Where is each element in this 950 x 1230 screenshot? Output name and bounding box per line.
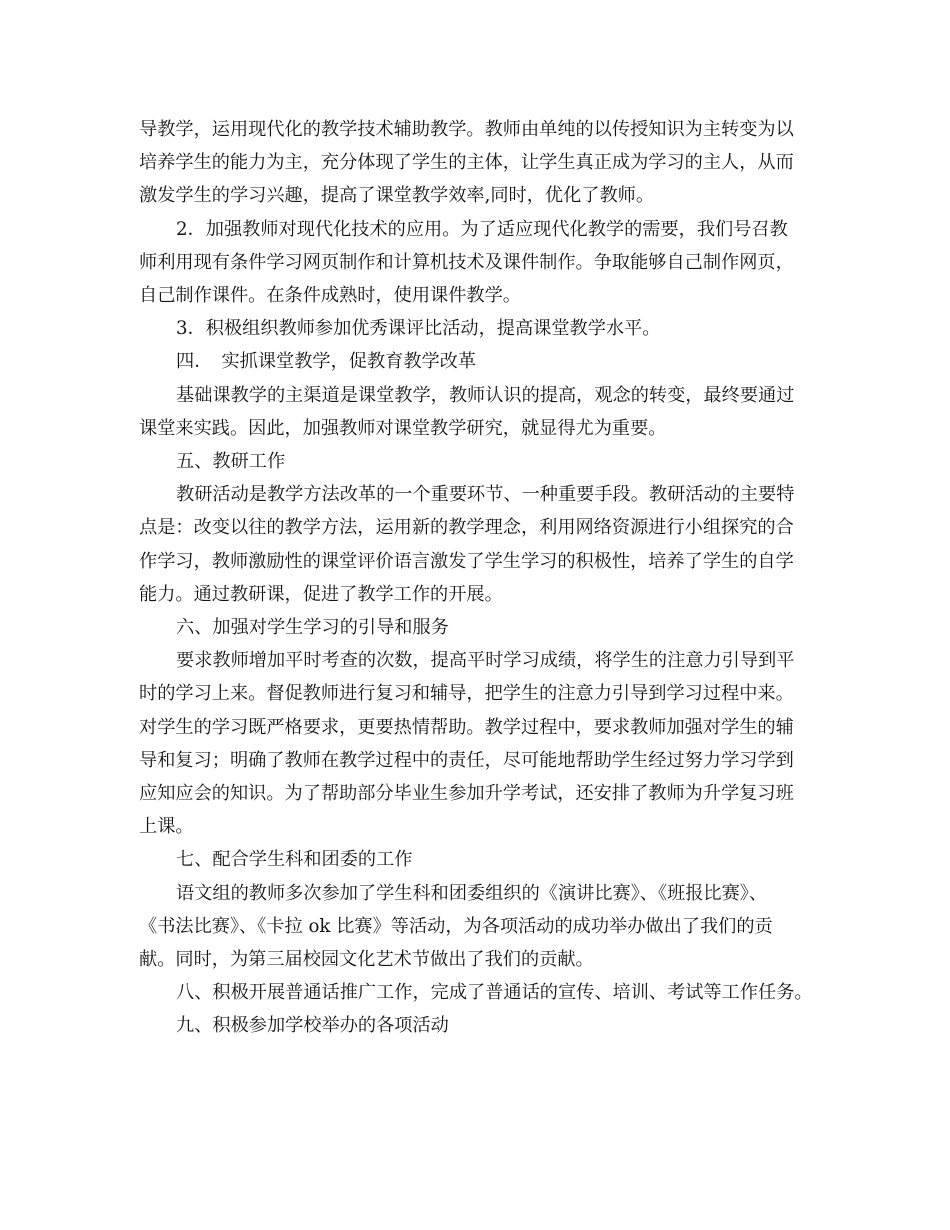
text-line: 应知应会的知识。为了帮助部分毕业生参加升学考试，还安排了教师为升学复习班 (139, 783, 794, 805)
text-line: 课堂来实践。因此，加强教师对课堂教学研究，就显得尤为重要。 (139, 417, 667, 439)
text-line: 对学生的学习既严格要求，更要热情帮助。教学过程中，要求教师加强对学生的辅 (139, 716, 794, 738)
text-line: 点是：改变以往的教学方法，运用新的教学理念，利用网络资源进行小组探究的合 (139, 517, 794, 539)
text-line: 激发学生的学习兴趣，提高了课堂教学效率,同时，优化了教师。 (139, 185, 655, 207)
text-line: 时的学习上来。督促教师进行复习和辅导，把学生的注意力引导到学习过程中来。 (139, 683, 794, 705)
section-heading: 四． 实抓课堂教学，促教育教学改革 (176, 351, 477, 373)
document-body (139, 113, 829, 1043)
text-line: 语文组的教师多次参加了学生科和团委组织的《演讲比赛》、《班报比赛》、 (176, 882, 768, 904)
text-line: 要求教师增加平时考查的次数，提高平时学习成绩，将学生的注意力引导到平 (176, 650, 795, 672)
section-heading: 六、加强对学生学习的引导和服务 (176, 617, 449, 639)
text-line: 基础课教学的主渠道是课堂教学，教师认识的提高，观念的转变，最终要通过 (176, 384, 795, 406)
text-line: 师利用现有条件学习网页制作和计算机技术及课件制作。争取能够自己制作网页， (139, 251, 794, 273)
text-line: 作学习，教师激励性的课堂评价语言激发了学生学习的积极性，培养了学生的自学 (139, 550, 794, 572)
text-line: 导教学，运用现代化的教学技术辅助教学。教师由单纯的以传授知识为主转变为以 (139, 119, 794, 140)
section-heading: 五、教研工作 (176, 451, 286, 473)
text-line: 上课。 (139, 816, 194, 838)
text-line: 3．积极组织教师参加优秀课评比活动，提高课堂教学水平。 (176, 318, 661, 340)
text-line: 培养学生的能力为主，充分体现了学生的主体，让学生真正成为学习的主人，从而 (139, 152, 794, 174)
text-line: 教研活动是教学方法改革的一个重要环节、一种重要手段。教研活动的主要特 (176, 484, 795, 506)
text-line: 导和复习；明确了教师在教学过程中的责任，尽可能地帮助学生经过努力学习学到 (139, 749, 794, 771)
text-line: 献。同时，为第三届校园文化艺术节做出了我们的贡献。 (139, 949, 594, 971)
text-line: 2．加强教师对现代化技术的应用。为了适应现代化教学的需要，我们号召教 (176, 218, 788, 240)
text-line: 能力。通过教研课，促进了教学工作的开展。 (139, 583, 503, 605)
text-line: 自己制作课件。在条件成熟时，使用课件教学。 (139, 285, 521, 307)
section-heading: 七、配合学生科和团委的工作 (176, 849, 413, 871)
section-heading: 八、积极开展普通话推广工作，完成了普通话的宣传、培训、考试等工作任务。 (176, 982, 813, 1004)
section-heading: 九、积极参加学校举办的各项活动 (176, 1015, 449, 1037)
text-line: 《书法比赛》、《卡拉 ok 比赛》等活动，为各项活动的成功举办做出了我们的贡 (139, 915, 773, 937)
